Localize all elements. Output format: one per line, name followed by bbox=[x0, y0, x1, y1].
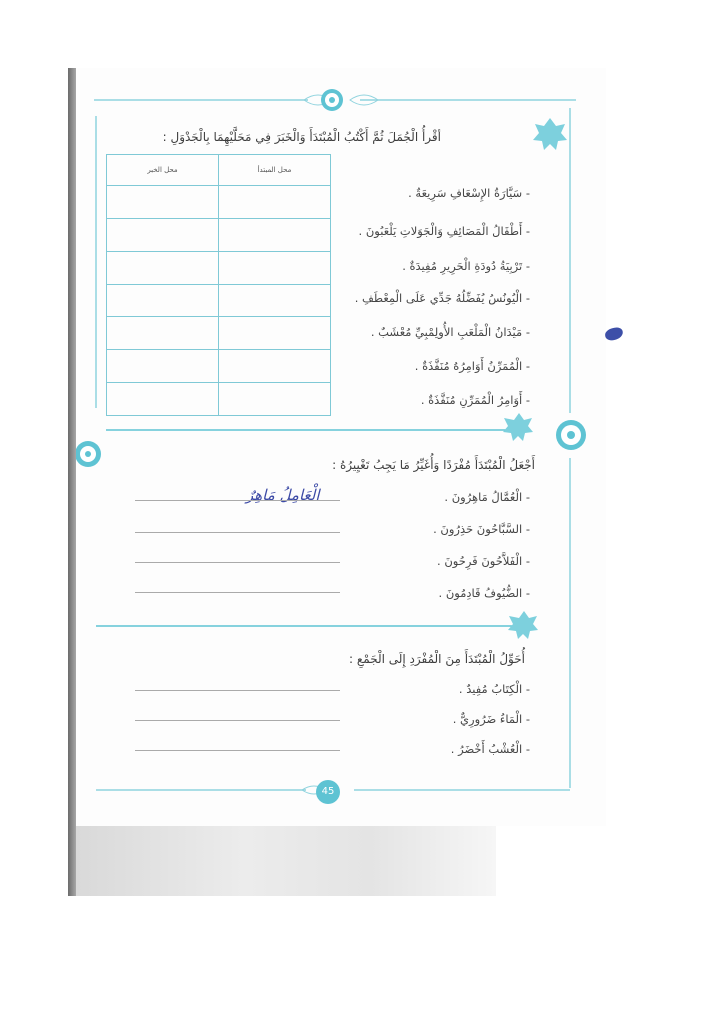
exercise1-title: أقْرأُ الْجُمَلَ ثُمَّ أَكْتُبُ الْمُبْتَدَأَ وَالْخَبَرَ فِي مَحَلَّيْهِمَا بِالْجَدْوَلِ : bbox=[162, 130, 441, 144]
answer-line[interactable] bbox=[135, 690, 340, 691]
table-cell[interactable] bbox=[219, 350, 331, 383]
scan-bottom-shadow bbox=[76, 826, 496, 896]
ink-blot bbox=[604, 326, 624, 341]
exercise1-sentence: - تَرْبِيَةُ دُودَةِ الْحَرِيرِ مُفِيدَةٌ . bbox=[402, 259, 530, 273]
table-cell[interactable] bbox=[219, 218, 331, 251]
exercise1-sentence: - سَيَّارَةُ الإِسْعَافِ سَرِيعَةٌ . bbox=[408, 186, 530, 200]
table-cell[interactable] bbox=[219, 251, 331, 284]
table-cell[interactable] bbox=[107, 317, 219, 350]
exercise3-title: أُحَوِّلُ الْمُبْتَدَأَ مِنَ الْمُفْرَدِ إِلَى الْجَمْعِ : bbox=[349, 652, 525, 666]
exercise2-sentence: - السَّبَّاحُونَ حَذِرُونَ . bbox=[433, 522, 530, 536]
table-cell[interactable] bbox=[107, 251, 219, 284]
table-cell[interactable] bbox=[107, 350, 219, 383]
exercise3-sentence: - الْعُشْبُ أَخْضَرُ . bbox=[450, 742, 530, 756]
handwritten-answer: الْعَامِلُ مَاهِرٌ bbox=[246, 486, 320, 504]
table-cell[interactable] bbox=[219, 186, 331, 219]
table-cell[interactable] bbox=[219, 383, 331, 416]
table-cell[interactable] bbox=[107, 186, 219, 219]
exercise2-sentence: - الْعُمَّالُ مَاهِرُونَ . bbox=[444, 490, 530, 504]
answer-line[interactable] bbox=[135, 500, 340, 501]
table-cell[interactable] bbox=[219, 284, 331, 317]
table-cell[interactable] bbox=[219, 317, 331, 350]
table-cell[interactable] bbox=[107, 218, 219, 251]
exercise2-sentence: - الضُّيُوفُ قَادِمُونَ . bbox=[438, 586, 530, 600]
scan-edge-shadow bbox=[68, 68, 76, 896]
exercise1-sentence: - أَوَامِرُ الْمُمَرِّنِ مُنَفَّذَةٌ . bbox=[420, 393, 530, 407]
table-header-subject: محل المبتدأ bbox=[219, 155, 331, 186]
table-cell[interactable] bbox=[107, 383, 219, 416]
table-header-predicate: محل الخبر bbox=[107, 155, 219, 186]
answer-line[interactable] bbox=[135, 562, 340, 563]
exercise1-sentence: - أَطْفَالُ الْمَصَائِفِ وَالْجَوَلاتِ يَلْعَبُونَ . bbox=[358, 224, 530, 238]
exercise1-sentence: - الْمُمَرِّنُ أَوَامِرُهُ مُنَفَّذَةٌ . bbox=[414, 359, 530, 373]
exercise2-title: أَجْعَلُ الْمُبْتَدَأَ مُفْرَدًا وَأُغَيِّرُ مَا يَجِبُ تَغْيِيرُهُ : bbox=[332, 458, 535, 472]
answer-line[interactable] bbox=[135, 532, 340, 533]
exercise3-sentence: - الْكِتَابُ مُفِيدٌ . bbox=[458, 682, 530, 696]
exercise3-sentence: - الْمَاءُ ضَرُورِيٌّ . bbox=[452, 712, 530, 726]
analysis-table bbox=[106, 154, 331, 416]
answer-line[interactable] bbox=[135, 750, 340, 751]
answer-line[interactable] bbox=[135, 592, 340, 593]
table-cell[interactable] bbox=[107, 284, 219, 317]
answer-line[interactable] bbox=[135, 720, 340, 721]
page-number: 45 bbox=[321, 786, 335, 797]
exercise2-sentence: - الْفَلاَّحُونَ فَرِحُونَ . bbox=[437, 554, 530, 568]
exercise1-sentence: - مَيْدَانُ الْمَلْعَبِ الأُولِمْبِيِّ مُعْشَبٌ . bbox=[370, 325, 530, 339]
exercise1-sentence: - الْيُونُسُ يُفَضِّلُهُ جَدِّي عَلَى الْمِعْطَفِ . bbox=[354, 291, 530, 305]
